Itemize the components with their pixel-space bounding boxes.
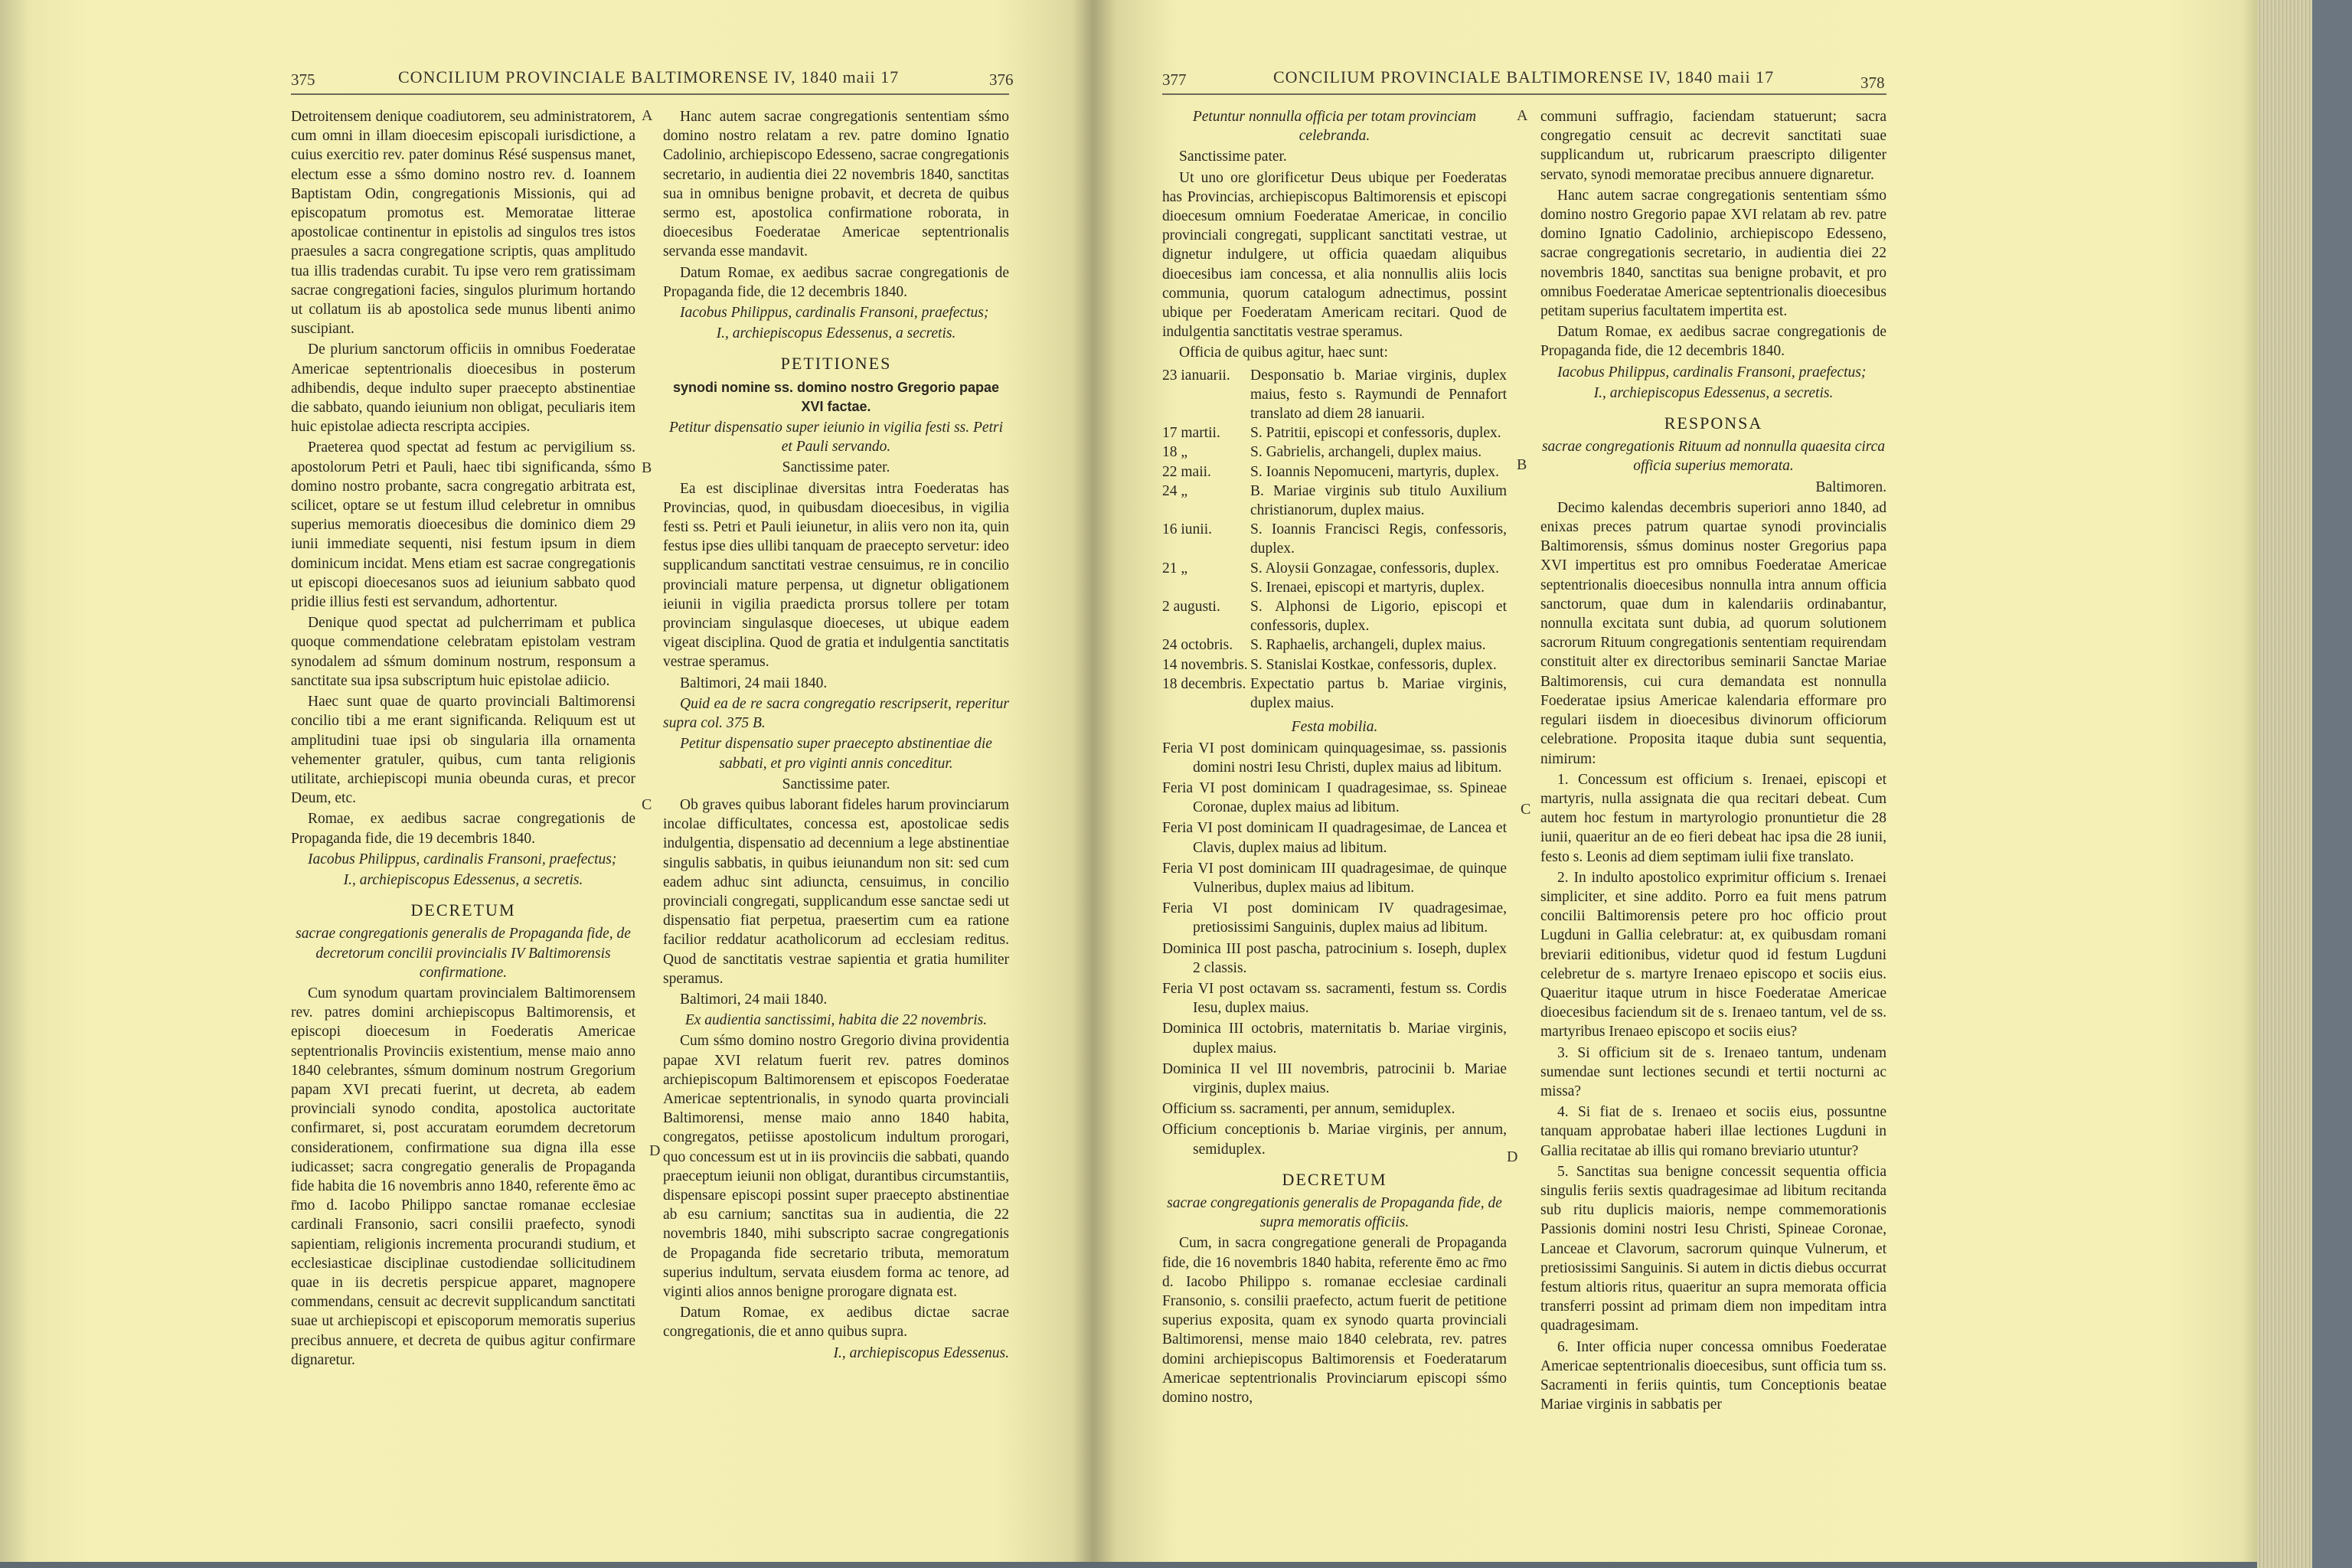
paragraph: Romae, ex aedibus sacrae congregationis de Propaganda fide, die 19 decembris 1840. [291, 811, 635, 847]
page-number-375: 375 [291, 70, 315, 89]
signature: I., archiepiscopus Edessenus, a secretis. [716, 325, 956, 342]
paragraph: Haec sunt quae de quarto provinciali Baltimorensi concilio tibi a me erant significanda. Reliquum est ut amplitudini tuae ipsi ob singularia illa ornamenta vehementer gratuler, quibus, cum tanta religionis utilitate, archiepiscopi munia obeunda curas, et precor Deum, etc. [291, 694, 635, 807]
movable-feast: Officium ss. sacramenti, per annum, semiduplex. [1162, 1101, 1455, 1118]
running-head-right: CONCILIUM PROVINCIALE BALTIMORENSE IV, 1840 maii 17 [1273, 67, 1775, 87]
paragraph: Hanc autem sacrae congregationis sententiam sśmo domino nostro relatam a rev. patre domino Ignatio Cadolinio, archiepiscopo Edesseno, sacrae congregationis secretario, in audientia diei 22 novembris 1840, sanctitas sua in omnibus benigne probavit, et decreta de quibus sermo est, apostolica confirmatione roborata, in dioecesibus Foederatae Americae septentrionalis servanda esse mandavit. [663, 109, 1009, 260]
calendar-entry: 23 ianuarii. Desponsatio b. Mariae virginis, duplex maius, festo s. Raymundi de Pennafort translato ad diem 28 ianuarii. [1162, 367, 1507, 423]
paragraph: communi suffragio, faciendam statuerunt; sacra congregatio censuit ac decrevit sanctitati suae supplicandum ut, rubricarum praescripto diligenter servato, synodi memoratae precibus annuere dignaretur. [1540, 109, 1886, 183]
section-subtitle: sacrae congregationis generalis de Propaganda fide, de decretorum concilii provincialis IV Baltimorensis confirmatione. [296, 926, 631, 981]
petition-title: Petuntur nonnulla officia per totam provinciam celebranda. [1192, 109, 1477, 145]
section-heading-petitiones: PETITIONES [780, 354, 892, 374]
calendar-entry: 21 „ S. Aloysii Gonzagae, confessoris, duplex. [1162, 560, 1499, 577]
header-rule [1162, 93, 1886, 95]
margin-letter-c: C [1521, 801, 1531, 818]
dateline: Baltimori, 24 maii 1840. [680, 991, 828, 1008]
running-head-left: CONCILIUM PROVINCIALE BALTIMORENSE IV, 1840 maii 17 [398, 67, 900, 87]
calendar-entry: 16 iunii. S. Ioannis Francisci Regis, confessoris, duplex. [1162, 521, 1507, 557]
margin-letter-c: C [642, 796, 652, 813]
salutation: Sanctissime pater. [782, 459, 890, 476]
calendar-entry: 24 „ B. Mariae virginis sub titulo Auxilium christianorum, duplex maius. [1162, 482, 1507, 519]
festa-mobilia-heading: Festa mobilia. [1291, 719, 1378, 736]
section-subtitle: sacrae congregationis generalis de Propaganda fide, de supra memoratis officiis. [1167, 1194, 1502, 1231]
calendar-entry: S. Irenaei, episcopi et martyris, duplex. [1250, 579, 1485, 596]
question: 5. Sanctitas sua benigne concessit sequentia officia singulis feriis sextis quadragesimae ad libitum recitanda sub ritu duplicis maioris, nempe commemorationis Passionis domini nostri Iesu Christi, Spineae Coronae, Lanceae et Clavorum, sacrorum quinque Vulnerum, et pretiosissimi Sanguinis. Si autem in dictis diebus occurrat festum altioris ritus, quaeritur an supra memorata officia transferri possint ad primam diem non impeditam intra quadragesimam. [1540, 1163, 1886, 1334]
margin-letter-a: A [1517, 107, 1528, 124]
calendar-entry: 14 novembris. S. Stanislai Kostkae, confessoris, duplex. [1162, 656, 1497, 673]
cross-reference: Quid ea de re sacra congregatio rescripserit, reperitur supra col. 375 B. [663, 695, 1009, 732]
margin-letter-b: B [1517, 456, 1527, 473]
paragraph: Datum Romae, ex aedibus sacrae congregationis de Propaganda fide, die 12 decembris 1840. [663, 264, 1009, 300]
right-page [1093, 0, 2257, 1562]
place-line: Baltimoren. [1815, 479, 1886, 495]
calendar-list [1162, 366, 1507, 714]
salutation: Sanctissime pater. [782, 776, 890, 792]
question: 1. Concessum est officium s. Irenaei, episcopi et martyris, nulla assignata die qua recitari debeat. Cum autem hoc festum in martyrologio pronuntietur die 28 iunii, quaeritur an de eo fieri debeat hac ipsa die 28 iunii, festo s. Leonis ad diem septimam iulii fixe translato. [1540, 771, 1886, 865]
paragraph: Ut uno ore glorificetur Deus ubique per Foederatas has Provincias, archiepiscopus Baltimorensis et episcopi dioecesum omnium Foederatae Americae, in concilio provinciali congregati, supplicant sanctitati vestrae, ut dignetur indulgere, ut officia quaedam aliquibus dioecesibus iam concessa, et alia nonnullis aliis locis communia, quorum catalogum adnectimus, possint ubique per Foederatam Americam recitari. Quod de indulgentia sanctitatis vestrae speramus. [1162, 169, 1507, 341]
movable-feast: Dominica III octobris, maternitatis b. Mariae virginis, duplex maius. [1162, 1021, 1507, 1057]
movable-feast: Feria VI post dominicam II quadragesimae, de Lancea et Clavis, duplex maius ad libitum. [1162, 820, 1507, 856]
paragraph: Detroitensem denique coadiutorem, seu administratorem, cum omni in illam dioecesim episcopali iurisdictione, a cuius exercitio rev. pater dominus Résé suspensus manet, electum esse a sśmo domino nostro rev. d. Ioannem Baptistam Odin, congregationis Missionis, qui ad episcopatum promotus est. Memoratae litterae apostolicae continentur in epistolis ad singulos tres istos praesules a sacra congregatione scriptis, quas amplitudo tua illis tradendas curabit. Tu ipse vero rem gratissimam sacrae congregationi facies, singulos plurimum hortando ut collatum iis ab apostolica sede munus libenti animo suscipiant. [291, 109, 635, 338]
question: 3. Si officium sit de s. Irenaeo tantum, undenam sumendae sunt lectiones secundi et tertii nocturni ac missa? [1540, 1044, 1886, 1099]
section-subtitle: sacrae congregationis Rituum ad nonnulla quaesita circa officia superius memorata. [1541, 439, 1886, 475]
signature: I., archiepiscopus Edessenus, a secretis. [343, 871, 583, 888]
movable-feast: Dominica II vel III novembris, patrocinii b. Mariae virginis, duplex maius. [1162, 1060, 1507, 1096]
audience-heading: Ex audientia sanctissimi, habita die 22 novembris. [684, 1012, 988, 1029]
right-column-2 [1540, 107, 1886, 1416]
calendar-entry: 18 „ S. Gabrielis, archangeli, duplex maius. [1162, 444, 1482, 461]
petition-title: Petitur dispensatio super praecepto abstinentiae die sabbati, et pro viginti annis conceditur. [680, 736, 992, 772]
question: 2. In indulto apostolico exprimitur officium s. Irenaei simpliciter, et sine addito. Porro ea fuit mens patrum concilii Baltimorensis petere pro hoc officio prout Lugduni in Gallia celebratur: at, ex quibusdam romani breviarii editionibus, videtur quod id festum Lugduni celebretur de s. martyre Irenaeo episcopo et sociis eius. Quaeritur itaque utrum in hisce Foederatae Americae dioecesibus faciendum sit de s. Irenaeo tantum, vel de ss. martyribus Irenaeo episcopo et sociis eius? [1540, 869, 1886, 1040]
petition-title: Petitur dispensatio super ieiunio in vigilia festi ss. Petri et Pauli servando. [668, 420, 1004, 456]
dateline: Baltimori, 24 maii 1840. [680, 675, 828, 691]
calendar-entry: 17 martii. S. Patritii, episcopi et confessoris, duplex. [1162, 425, 1501, 442]
background-edge [2312, 0, 2352, 1568]
calendar-entry: 22 maii. S. Ioannis Nepomuceni, martyris, duplex. [1162, 463, 1499, 480]
margin-letter-d: D [1507, 1148, 1518, 1165]
movable-feast: Dominica III post pascha, patrocinium s. Ioseph, duplex 2 classis. [1162, 940, 1507, 976]
left-column-1 [291, 107, 635, 1371]
calendar-entry: 2 augusti. S. Alphonsi de Ligorio, episcopi et confessoris, duplex. [1162, 599, 1507, 635]
page-number-376: 376 [989, 70, 1014, 89]
section-heading-responsa: RESPONSA [1664, 413, 1763, 433]
movable-feast: Feria VI post dominicam quinquagesimae, ss. passionis domini nostri Iesu Christi, duplex maius ad libitum. [1162, 740, 1507, 776]
paragraph: Ob graves quibus laborant fideles harum provinciarum incolae difficultates, concessa est, apostolicae sedis indulgentia, dispensatio ad decennium a lege abstinentiae singulis sabbatis, in quibus ieiunandum non sit: sed cum eadem adhuc sint adiuncta, censuimus, in concilio provinciali congregati, supplicandum esse sanctae sedi ut dispensatio fiat perpetua, praesertim cum ea ratione facilior reddatur acatholicorum ad ecclesiam reditus. Quod de sanctitatis vestrae sapientia et gratia humiliter speramus. [663, 796, 1009, 987]
section-heading-decretum: DECRETUM [410, 900, 516, 920]
calendar-entry: 24 octobris. S. Raphaelis, archangeli, duplex maius. [1162, 637, 1486, 654]
margin-letter-d: D [649, 1142, 661, 1159]
question: 6. Inter officia nuper concessa omnibus Foederatae Americae septentrionalis dioecesibus, sunt officia tum ss. Sacramenti in feriis quintis, tum Conceptionis beatae Mariae virginis in sabbatis per [1540, 1338, 1886, 1413]
left-column-2 [663, 107, 1009, 1364]
paragraph: De plurium sanctorum officiis in omnibus Foederatae Americae septentrionalis dioecesibus in posterum adhibendis, deque indulto super praecepto abstinentiae die sabbato, quando ieiunium non obligat, peculiaris item huic epistolae adiecta rescripta accipies. [291, 341, 635, 436]
paragraph: Ea est disciplinae diversitas intra Foederatas has Provincias, quod, in quibusdam dioecesibus, in vigilia festi ss. Petri et Pauli ieiunetur, in aliis vero non ita, quin festus ipse dies ullibi tanquam de praecepto servetur: ideo supplicandum sanctitati vestrae censuimus, re in concilio provinciali mature perpensa, ut dignetur obligationem ieiunii in vigilia praedicta prorsus tollere per totam provinciam singulasque dioeceses, ut ubique eadem vigeat disciplina. Quod de gratia et indulgentia sanctitatis vestrae speramus. [663, 480, 1009, 671]
signature: I., archiepiscopus Edessenus, a secretis. [1593, 384, 1834, 401]
signature: Iacobus Philippus, cardinalis Fransoni, praefectus; [680, 305, 989, 322]
signature: Iacobus Philippus, cardinalis Fransoni, praefectus; [308, 851, 617, 867]
salutation: Sanctissime pater. [1179, 149, 1287, 165]
movable-feast: Officium conceptionis b. Mariae virginis, per annum, semiduplex. [1162, 1122, 1507, 1158]
header-rule [291, 93, 1009, 95]
paragraph: Officia de quibus agitur, haec sunt: [1179, 345, 1388, 361]
movable-feast: Feria VI post dominicam IV quadragesimae, pretiosissimi Sanguinis, duplex maius ad libitum. [1162, 900, 1507, 936]
movable-feast: Feria VI post octavam ss. sacramenti, festum ss. Cordis Iesu, duplex maius. [1162, 980, 1507, 1017]
page-number-377: 377 [1162, 70, 1187, 89]
margin-letter-a: A [642, 107, 653, 124]
signature: I., archiepiscopus Edessenus. [833, 1344, 1009, 1361]
paragraph: Datum Romae, ex aedibus sacrae congregationis de Propaganda fide, die 12 decembris 1840. [1540, 324, 1886, 360]
calendar-entry: 18 decembris. Expectatio partus b. Mariae virginis, duplex maius. [1162, 675, 1507, 712]
paragraph: Praeterea quod spectat ad festum ac pervigilium ss. apostolorum Petri et Pauli, haec tibi significanda, sśmo domino nostro probante, sacra congregatio arbitrata est, scilicet, optare se ut festum illud celebretur in omnibus superius memoratis dioecesibus die dominico diem 29 iunii immediate sequenti, nisi festum ipsum in diem dominicum incidat. Mens etiam est sacrae congregationis ut episcopi dioecesanos suos ad ieiunium sabbato quod pridie illius festi est servandum, adhortentur. [291, 439, 635, 611]
paragraph: Hanc autem sacrae congregationis sententiam sśmo domino nostro Gregorio papae XVI relatam ab rev. patre domino Ignatio Cadolinio, archiepiscopo Edesseno, sacrae congregationis secretario, in audientia diei 22 novembris 1840, sanctitas sua benigne probavit, et pro omnibus Foederatae Americae septentrionalis dioecesibus petitam superius facultatem impertita est. [1540, 187, 1886, 320]
paragraph: Cum sśmo domino nostro Gregorio divina providentia papae XVI relatum fuerit rev. patres dominos archiepiscopum Baltimorensem et episcopos Foederatae Americae septentrionalis, in synodo quarta provinciali Baltimorensi, mense maio anno 1840 habita, congregatos, petiisse apostolicum indultum prorogari, quo concessum est ut in iis provinciis die sabbati, quando praeceptum ieiunii non obligat, durantibus circumstantiis, dispensare episcopi possint super praecepto abstinentiae ab esu carnium; sanctitas sua in audientia, die 22 novembris 1840, mihi subscripto sacrae congregationis de Propaganda fide secretario tributa, memoratum superius indultum, servata eiusdem forma ac tenore, ad viginti alios annos benigne prorogare dignata est. [663, 1033, 1009, 1300]
section-heading-decretum: DECRETUM [1282, 1169, 1387, 1189]
paragraph: Denique quod spectat ad pulcherrimam et publica quoque commendatione celebratam epistolam vestram synodalem ad sśmum dominum nostrum, responsum a sanctitate sua ipsa subscriptum huic epistolae adiicio. [291, 615, 635, 689]
paragraph: Cum, in sacra congregatione generali de Propaganda fide, die 16 novembris 1840 habita, referente ēmo ac r̄mo d. Iacobo Philippo s. romanae ecclesiae cardinali Fransonio, s. consilii praefecto, actum fuerit de petitione superius exposita, quam ex synodo quarta provinciali Baltimorensi, mense maio 1840 celebrata, rev. patres domini archiepiscopus Baltimorensis et Foederatarum Americae septentrionalis Provinciarum episcopi sśmo domino nostro, [1162, 1235, 1507, 1406]
paragraph: Datum Romae, ex aedibus dictae sacrae congregationis, die et anno quibus supra. [663, 1305, 1009, 1341]
left-page [0, 0, 1093, 1562]
paragraph: Cum synodum quartam provincialem Baltimorensem rev. patres domini archiepiscopus Baltimorensis, et episcopi dioecesum in Foederatis Americae septentrionalis Provinciis existentium, mense maio anno 1840 celebrantes, sśmum dominum nostrum Gregorium papam XVI precati fuerint, ut decreta, ab eadem provinciali synodo condita, apostolica auctoritate confirmaret, si, post accuratam eorumdem decretorum considerationem, confirmatione sua digna illa esse iudicasset; sacra congregatio generalis de Propaganda fide habita die 16 novembris anno 1840, referente ēmo ac r̄mo d. Iacobo Philippo sanctae romanae ecclesiae cardinali Fransonio, sacri consilii praefecto, synodi sapientiam, religionis incrementa procurandi studium, et ecclesiasticae disciplinae custodiendae sollicitudinem quae in iis decretis perspicue apparet, magnopere commendans, censuit ac decrevit supplicandum sanctitati suae ut archiepiscopi et episcoporum memoratis superius precibus annuere, et decreta de quibus agitur confirmare dignaretur. [291, 985, 635, 1368]
question: 4. Si fiat de s. Irenaeo et sociis eius, possuntne tanquam approbatae haberi illae lectiones Lugduni in Gallia recitatae ab illis qui romano breviario utuntur? [1540, 1104, 1886, 1159]
right-column-1 [1162, 107, 1507, 1409]
margin-letter-b: B [642, 459, 652, 476]
paragraph: Decimo kalendas decembris superiori anno 1840, ad enixas preces patrum quartae synodi provincialis Baltimorensis, sśmus dominus noster Gregorius papa XVI impertitus est pro omnibus Foederatae Americae septentrionalis dioecesibus nonnulla intra annum officia sanctorum, quae dum in kalendariis ordinabantur, nonnulla excitata sunt dubia, ad quorum solutionem sacrorum Rituum congregationis sententiam requirendam constituit alter ex directoribus seminarii Sanctae Mariae Baltimorensis, cui cura demandata est nonnulla Foederatae ipsius Americae kalendaria efformare pro regulari iisdem in dioecesibus divinorum officiorum celebratione. Proposita itaque dubia sunt sequentia, nimirum: [1540, 499, 1886, 767]
page-number-378: 378 [1860, 74, 1885, 92]
signature: Iacobus Philippus, cardinalis Fransoni, praefectus; [1557, 364, 1867, 381]
movable-feast: Feria VI post dominicam III quadragesimae, de quinque Vulneribus, duplex maius ad libitum. [1162, 860, 1507, 896]
movable-feast: Feria VI post dominicam I quadragesimae, ss. Spineae Coronae, duplex maius ad libitum. [1162, 779, 1507, 816]
section-subtitle-bold: synodi nomine ss. domino nostro Gregorio papae XVI factae. [672, 379, 1000, 414]
